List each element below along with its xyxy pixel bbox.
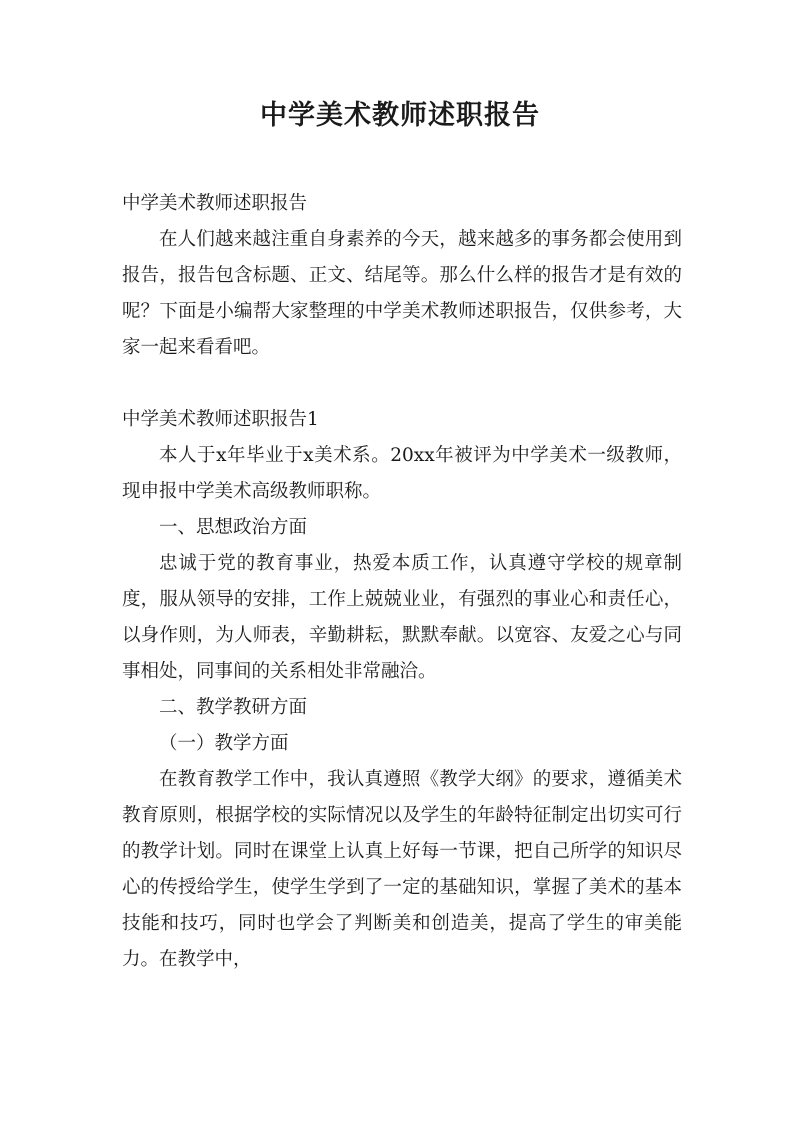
section-1-heading: 一、思想政治方面 (159, 517, 308, 538)
intro-paragraph: 在人们越来越注重自身素养的今天，越来越多的事务都会使用到报告，报告包含标题、正文、结尾等。那么什么样的报告才是有效的呢？下面是小编帮大家整理的中学美术教师述职报告，仅供参考，大家一起来看看吧。 (122, 229, 682, 358)
document-body (122, 186, 682, 978)
report-1-paragraph: 本人于x年毕业于x美术系。20xx年被评为中学美术一级教师，现申报中学美术高级教师职称。 (122, 445, 682, 502)
intro-heading: 中学美术教师述职报告 (122, 193, 308, 214)
subsection-1-heading: （一）教学方面 (159, 733, 289, 754)
section-1-paragraph: 忠诚于党的教育事业，热爱本质工作，认真遵守学校的规章制度，服从领导的安排，工作上兢兢业业，有强烈的事业心和责任心，以身作则，为人师表，辛勤耕耘，默默奉献。以宽容、友爱之心与同事相处，同事间的关系相处非常融洽。 (122, 553, 682, 682)
subsection-1-paragraph: 在教育教学工作中，我认真遵照《教学大纲》的要求，遵循美术教育原则，根据学校的实际情况以及学生的年龄特征制定出切实可行的教学计划。同时在课堂上认真上好每一节课，把自己所学的知识尽心的传授给学生，使学生学到了一定的基础知识，掌握了美术的基本技能和技巧，同时也学会了判断美和创造美，提高了学生的审美能力。在教学中， (122, 769, 682, 970)
report-1-heading: 中学美术教师述职报告1 (122, 409, 319, 430)
document-title: 中学美术教师述职报告 (260, 100, 540, 131)
paragraph-spacer (122, 366, 682, 402)
section-2-heading: 二、教学教研方面 (159, 697, 308, 718)
